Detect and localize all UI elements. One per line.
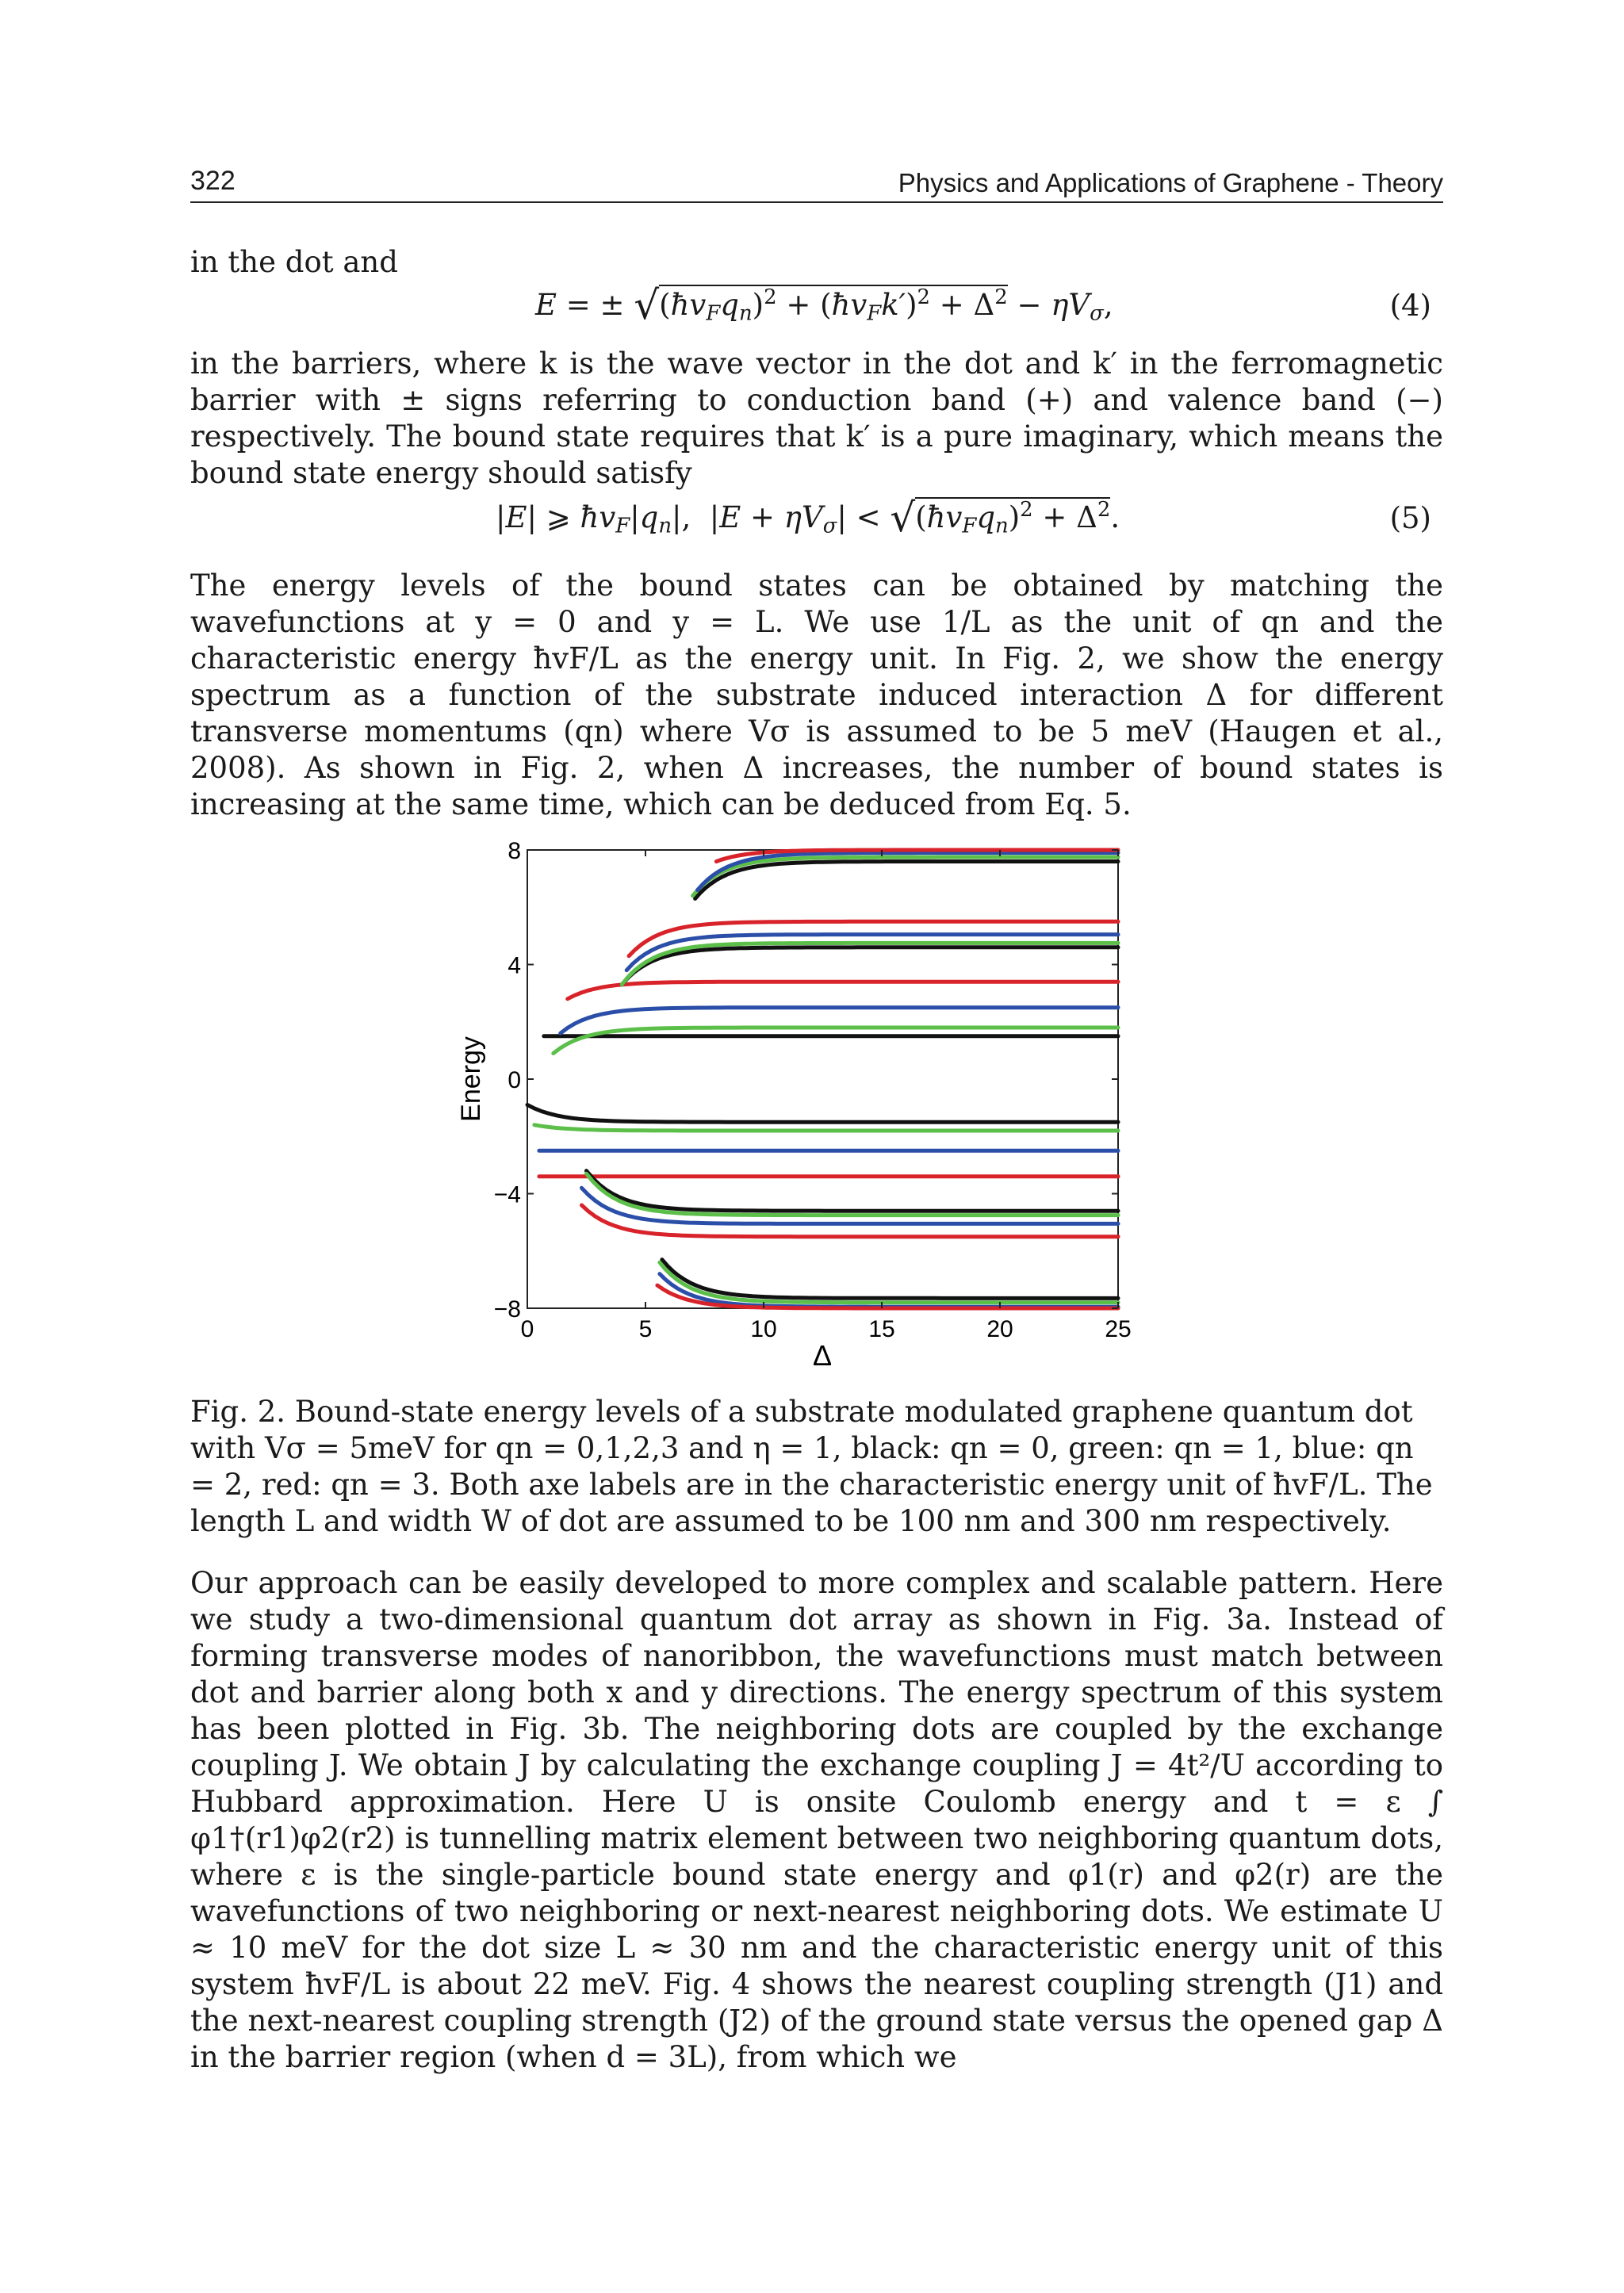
y-tick-label: 8 <box>508 838 521 864</box>
page-header <box>190 165 1443 203</box>
x-tick-label: 0 <box>520 1316 534 1342</box>
y-axis-label: Energy <box>456 1036 486 1122</box>
paragraph-1: in the barriers, where k is the wave vector in the dot and k′ in the ferromagnetic barrier with ± signs referring to conduction band (+) and valence band (−) respectively. The bound state requires that k′ is a pure imaginary, which means the bound state energy should satisfy <box>190 346 1443 490</box>
equation-4-number: (4) <box>1389 289 1431 323</box>
x-tick-label: 25 <box>1105 1316 1132 1342</box>
figure-caption: Fig. 2. Bound-state energy levels of a substrate modulated graphene quantum dot with Vσ = 5meV for qn = 0,1,2,3 and η = 1, black: qn = 0, green: qn = 1, blue: qn = 2, red: qn = 3. Both axe labels are in the characteristic energy unit of ħvF/L. The length L and width W of dot are assumed to be 100 nm and 300 nm respectively. <box>190 1395 1433 1538</box>
paragraph-3: Our approach can be easily developed to more complex and scalable pattern. Here we study a two-dimensional quantum dot array as shown in Fig. 3a. Instead of forming transverse modes of nanoribbon, the wavefunctions must match between dot and barrier along both x and y directions. The energy spectrum of this system has been plotted in Fig. 3b. The neighboring dots are coupled by the exchange coupling J. We obtain J by calculating the exchange coupling J = 4t²/U according to Hubbard approximation. Here U is onsite Coulomb energy and t = ε ∫ φ1†(r1)φ2(r2) is tunnelling matrix element between two neighboring quantum dots, where ε is the single-particle bound state energy and φ1(r) and φ2(r) are the wavefunctions of two neighboring or next-nearest neighboring dots. We estimate U ≈ 10 meV for the dot size L ≈ 30 nm and the characteristic energy unit of this system ħvF/L is about 22 meV. Fig. 4 shows the nearest coupling strength (J1) and the next-nearest coupling strength (J2) of the ground state versus the opened gap Δ in the barrier region (when d = 3L), from which we <box>190 1566 1443 2074</box>
intro-text: in the dot and <box>190 245 398 279</box>
y-tick-label: −8 <box>493 1296 521 1323</box>
x-tick-label: 15 <box>868 1316 895 1342</box>
equation-5-body: |E| ⩾ $ħv_F|q_n|$, $|E + \eta V_\sigma|$ < $√(ħv_Fq_n)^2 + \Delta^2$. <box>496 495 1120 541</box>
x-tick-label: 5 <box>638 1316 653 1342</box>
x-axis-label: Δ <box>812 1339 833 1372</box>
equation-4-body: E = ± $√(ħv_Fq_n)^2$ + $(ħv_Fk')^2 + \Delta^2 - \eta V_\sigma$, <box>535 282 1113 328</box>
running-title: Physics and Applications of Graphene - Theory <box>898 168 1443 197</box>
page-number: 322 <box>190 166 236 196</box>
energy-levels-chart <box>444 833 1158 1380</box>
y-tick-label: −4 <box>493 1181 521 1208</box>
x-tick-label: 10 <box>750 1316 777 1342</box>
paragraph-2: The energy levels of the bound states can be obtained by matching the wavefunctions at y = 0 and y = L. We use 1/L as the unit of qn and the characteristic energy ħvF/L as the energy unit. In Fig. 2, we show the energy spectrum as a function of the substrate induced interaction Δ for different transverse momentums (qn) where Vσ is assumed to be 5 meV (Haugen et al., 2008). As shown in Fig. 2, when Δ increases, the number of bound states is increasing at the same time, which can be deduced from Eq. 5. <box>190 568 1443 821</box>
equation-5 <box>190 490 1431 541</box>
plot-frame <box>527 850 1118 1308</box>
x-tick-label: 20 <box>986 1316 1013 1342</box>
y-tick-label: 0 <box>508 1067 521 1093</box>
equation-4 <box>190 276 1431 328</box>
equation-5-number: (5) <box>1389 501 1431 535</box>
y-tick-label: 4 <box>508 952 521 979</box>
